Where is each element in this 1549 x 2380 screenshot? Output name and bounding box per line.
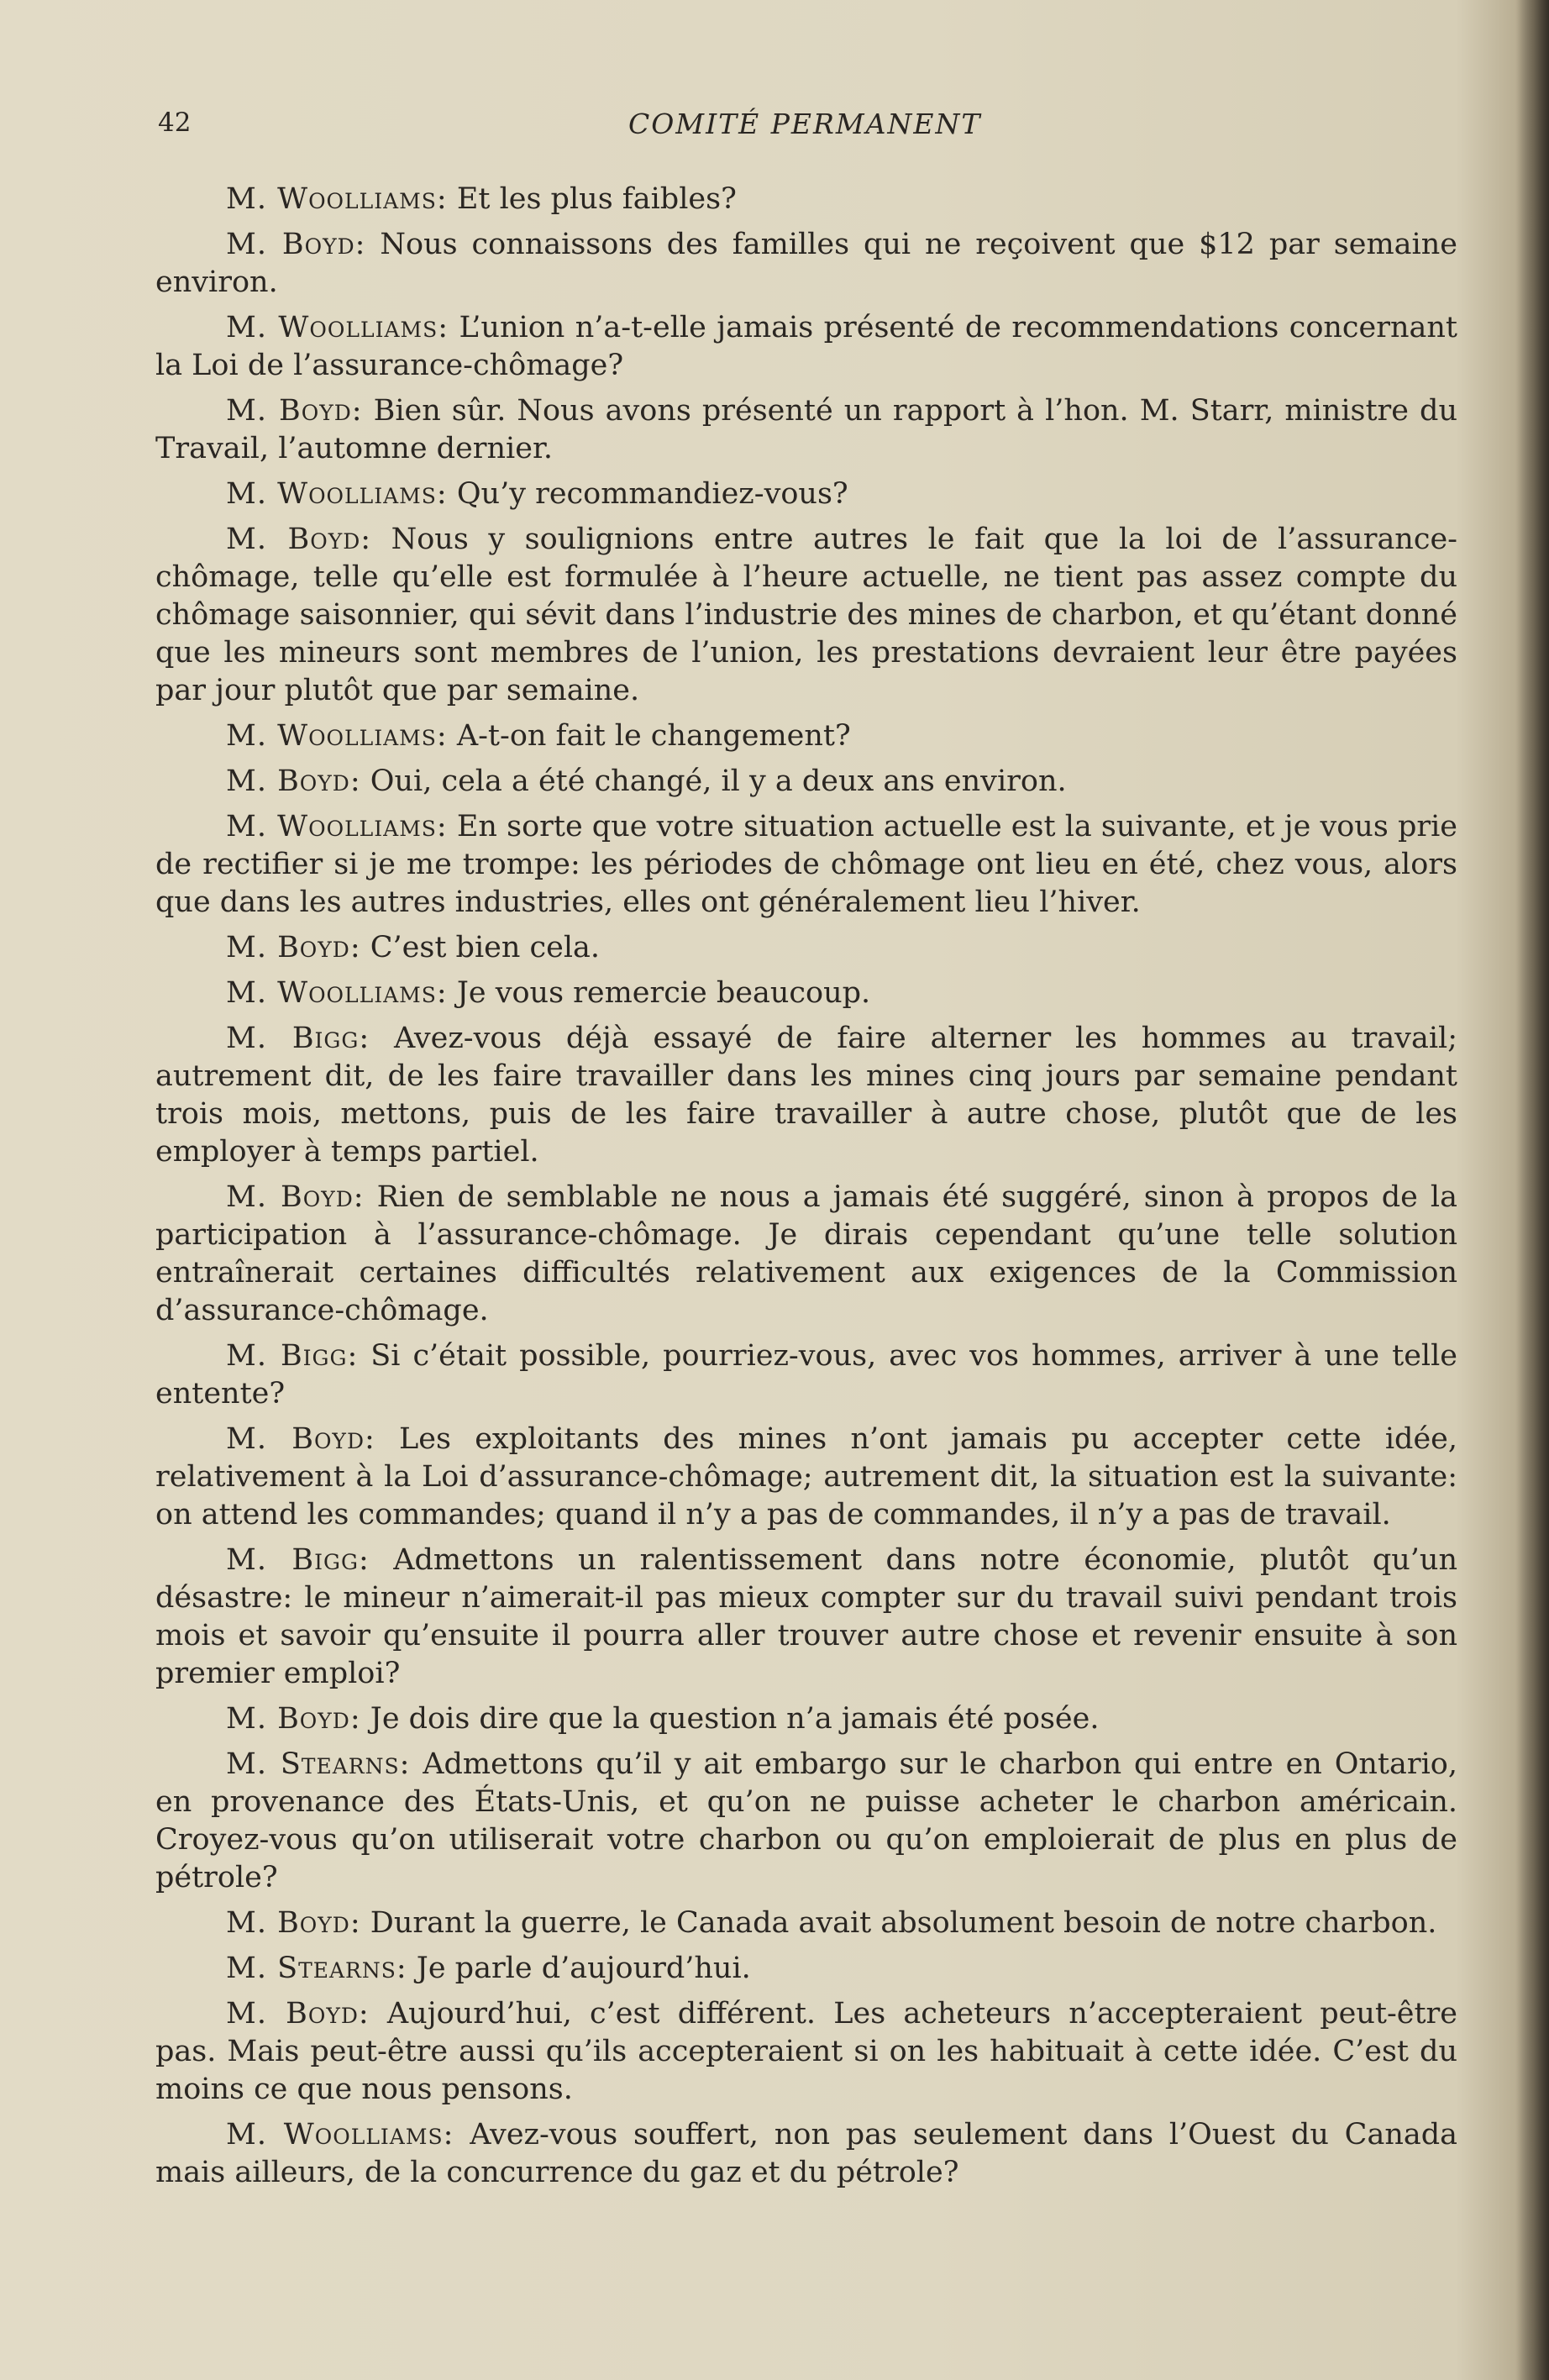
speech-text: Je vous remercie beaucoup. xyxy=(447,976,871,1010)
speaker-name: M. Boyd: xyxy=(226,394,363,428)
transcript-paragraph xyxy=(155,1746,1457,1897)
transcript-paragraph xyxy=(155,1179,1457,1330)
transcript-paragraph xyxy=(155,808,1457,922)
transcript-paragraph xyxy=(155,392,1457,468)
book-spine-shadow xyxy=(1515,0,1549,2380)
speaker-name: M. Boyd: xyxy=(226,1906,361,1940)
transcript-paragraph xyxy=(155,181,1457,218)
speaker-name: M. Woolliams: xyxy=(226,311,449,344)
speaker-name: M. Boyd: xyxy=(226,228,366,261)
speech-text: En sorte que votre situation actuelle est la suivante, et je vous prie de rectifier si je me trompe: les périodes de chômage ont lieu en été, chez vous, alors que dans les autres industries, elles ont généralement lieu l’hiver. xyxy=(155,810,1458,919)
transcript-paragraph xyxy=(155,226,1457,302)
transcript-body xyxy=(155,181,1457,2199)
speech-text: Je parle d’aujourd’hui. xyxy=(407,1952,751,1985)
speaker-name: M. Woolliams: xyxy=(226,719,448,753)
speaker-name: M. Boyd: xyxy=(226,1997,370,2031)
speech-text: Nous connaissons des familles qui ne reçoivent que $12 par semaine environ. xyxy=(155,228,1457,299)
speech-text: Nous y soulignions entre autres le fait que la loi de l’assurance-chômage, telle qu’elle est formulée à l’heure actuelle, ne tient pas assez compte du chômage saisonnier, qui sévit dans l’industrie des mines de charbon, et qu’étant donné que les mineurs sont membres de l’union, les prestations devraient leur être payées par jour plutôt que par semaine. xyxy=(155,523,1457,707)
speech-text: A-t-on fait le changement? xyxy=(447,719,851,753)
speaker-name: M. Boyd: xyxy=(226,1180,365,1214)
speaker-name: M. Woolliams: xyxy=(226,182,448,216)
page-number: 42 xyxy=(158,108,192,138)
speech-text: Si c’était possible, pourriez-vous, avec vos hommes, arriver à une telle entente? xyxy=(155,1339,1458,1411)
transcript-paragraph xyxy=(155,717,1457,755)
speech-text: Et les plus faibles? xyxy=(447,182,737,216)
transcript-paragraph xyxy=(155,763,1457,801)
transcript-paragraph xyxy=(155,1905,1457,1942)
transcript-paragraph xyxy=(155,975,1457,1012)
speech-text: Avez-vous déjà essayé de faire alterner les hommes au travail; autrement dit, de les faire travailler dans les mines cinq jours par semaine pendant trois mois, mettons, puis de les faire travailler à autre chose, plutôt que de les employer à temps partiel. xyxy=(155,1022,1458,1169)
speech-text: Durant la guerre, le Canada avait absolument besoin de notre charbon. xyxy=(360,1906,1437,1940)
speaker-name: M. Stearns: xyxy=(226,1952,407,1985)
speech-text: L’union n’a-t-elle jamais présenté de recommendations concernant la Loi de l’assurance-chômage? xyxy=(155,311,1457,382)
speech-text: Oui, cela a été changé, il y a deux ans environ. xyxy=(360,764,1067,798)
transcript-paragraph xyxy=(155,1020,1457,1171)
speaker-name: M. Woolliams: xyxy=(226,477,448,511)
speaker-name: M. Bigg: xyxy=(226,1543,370,1577)
transcript-paragraph xyxy=(155,521,1457,710)
speech-text: Qu’y recommandiez-vous? xyxy=(447,477,848,511)
speaker-name: M. Boyd: xyxy=(226,764,361,798)
transcript-paragraph xyxy=(155,1700,1457,1738)
speech-text: Les exploitants des mines n’ont jamais pu accepter cette idée, relativement à la Loi d’assurance-chômage; autrement dit, la situation est la suivante: on attend les commandes; quand il n’y a pas de commandes, il n’y a pas de travail. xyxy=(155,1422,1457,1532)
transcript-paragraph xyxy=(155,1995,1457,2109)
speech-text: C’est bien cela. xyxy=(360,931,601,964)
speaker-name: M. Woolliams: xyxy=(226,976,448,1010)
running-title: COMITÉ PERMANENT xyxy=(628,108,982,140)
speech-text: Admettons qu’il y ait embargo sur le charbon qui entre en Ontario, en provenance des États-Unis, et qu’on ne puisse acheter le charbon américain. Croyez-vous qu’on utiliserait votre charbon ou qu’on emploierait de plus en plus de pétrole? xyxy=(155,1747,1457,1894)
speech-text: Aujourd’hui, c’est différent. Les acheteurs n’accepteraient peut-être pas. Mais peut-être aussi qu’ils accepteraient si on les habituait à cette idée. C’est du moins ce que nous pensons. xyxy=(155,1997,1457,2106)
transcript-paragraph xyxy=(155,1950,1457,1988)
speaker-name: M. Boyd: xyxy=(226,523,372,556)
speech-text: Avez-vous souffert, non pas seulement dans l’Ouest du Canada mais ailleurs, de la concurrence du gaz et du pétrole? xyxy=(155,2118,1457,2189)
transcript-paragraph xyxy=(155,929,1457,967)
speaker-name: M. Stearns: xyxy=(226,1747,411,1781)
speaker-name: M. Boyd: xyxy=(226,1702,361,1736)
speech-text: Je dois dire que la question n’a jamais été posée. xyxy=(360,1702,1100,1736)
transcript-paragraph xyxy=(155,309,1457,385)
speaker-name: M. Woolliams: xyxy=(226,2118,454,2151)
speech-text: Rien de semblable ne nous a jamais été suggéré, sinon à propos de la participation à l’assurance-chômage. Je dirais cependant qu’une telle solution entraînerait certaines difficultés relativement aux exigences de la Commission d’assurance-chômage. xyxy=(155,1180,1457,1327)
transcript-paragraph xyxy=(155,2116,1457,2192)
transcript-paragraph xyxy=(155,1542,1457,1693)
speech-text: Bien sûr. Nous avons présenté un rapport à l’hon. M. Starr, ministre du Travail, l’automne dernier. xyxy=(155,394,1457,465)
speech-text: Admettons un ralentissement dans notre économie, plutôt qu’un désastre: le mineur n’aimerait-il pas mieux compter sur du travail suivi pendant trois mois et savoir qu’ensuite il pourra aller trouver autre chose et revenir ensuite à son premier emploi? xyxy=(155,1543,1458,1690)
page-header xyxy=(158,108,1460,150)
speaker-name: M. Boyd: xyxy=(226,1422,375,1456)
speaker-name: M. Woolliams: xyxy=(226,810,448,843)
transcript-paragraph xyxy=(155,475,1457,513)
transcript-paragraph xyxy=(155,1421,1457,1534)
speaker-name: M. Boyd: xyxy=(226,931,361,964)
speaker-name: M. Bigg: xyxy=(226,1339,359,1373)
speaker-name: M. Bigg: xyxy=(226,1022,370,1055)
transcript-paragraph xyxy=(155,1337,1457,1413)
